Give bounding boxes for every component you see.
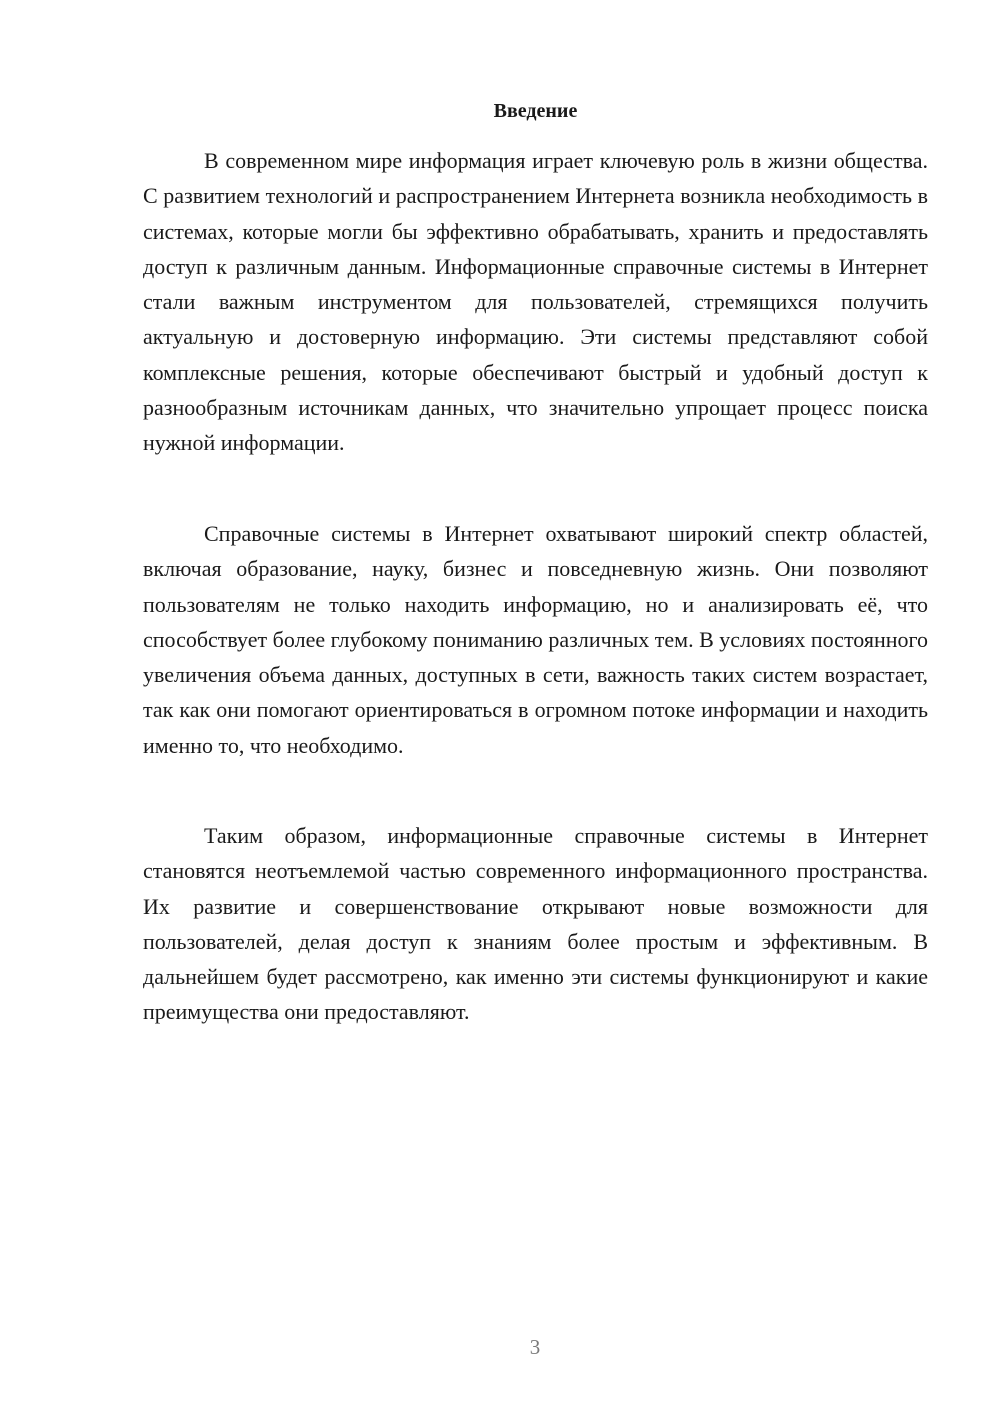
paragraph-2: Справочные системы в Интернет охватывают широкий спектр областей, включая образование, науку, бизнес и повседневную жизнь. Они позволяют пользователям не только находить информацию, но и анализировать её, что способствует более глубокому пониманию различных тем. В условиях постоянного увеличения объема данных, доступных в сети, важность таких систем возрастает, так как они помогают ориентироваться в огромном потоке информации и находить именно то, что необходимо. [143,521,928,758]
section-title: Введение [493,100,578,122]
paragraph-3: Таким образом, информационные справочные системы в Интернет становятся неотъемлемой частью современного информационного пространства. Их развитие и совершенствование открывают новые возможности для пользователей, делая доступ к знаниям более простым и эффективным. В дальнейшем будет рассмотрено, как именно эти системы функционируют и какие преимущества они предоставляют. [143,823,928,1025]
page-number: 3 [529,1335,541,1359]
paragraph-1: В современном мире информация играет ключевую роль в жизни общества. С развитием технологий и распространением Интернета возникла необходимость в системах, которые могли бы эффективно обрабатывать, хранить и предоставлять доступ к различным данным. Информационные справочные системы в Интернет стали важным инструментом для пользователей, стремящихся получить актуальную и достоверную информацию. Эти системы представляют собой комплексные решения, которые обеспечивают быстрый и удобный доступ к разнообразным источникам данных, что значительно упрощает процесс поиска нужной информации. [143,148,928,456]
